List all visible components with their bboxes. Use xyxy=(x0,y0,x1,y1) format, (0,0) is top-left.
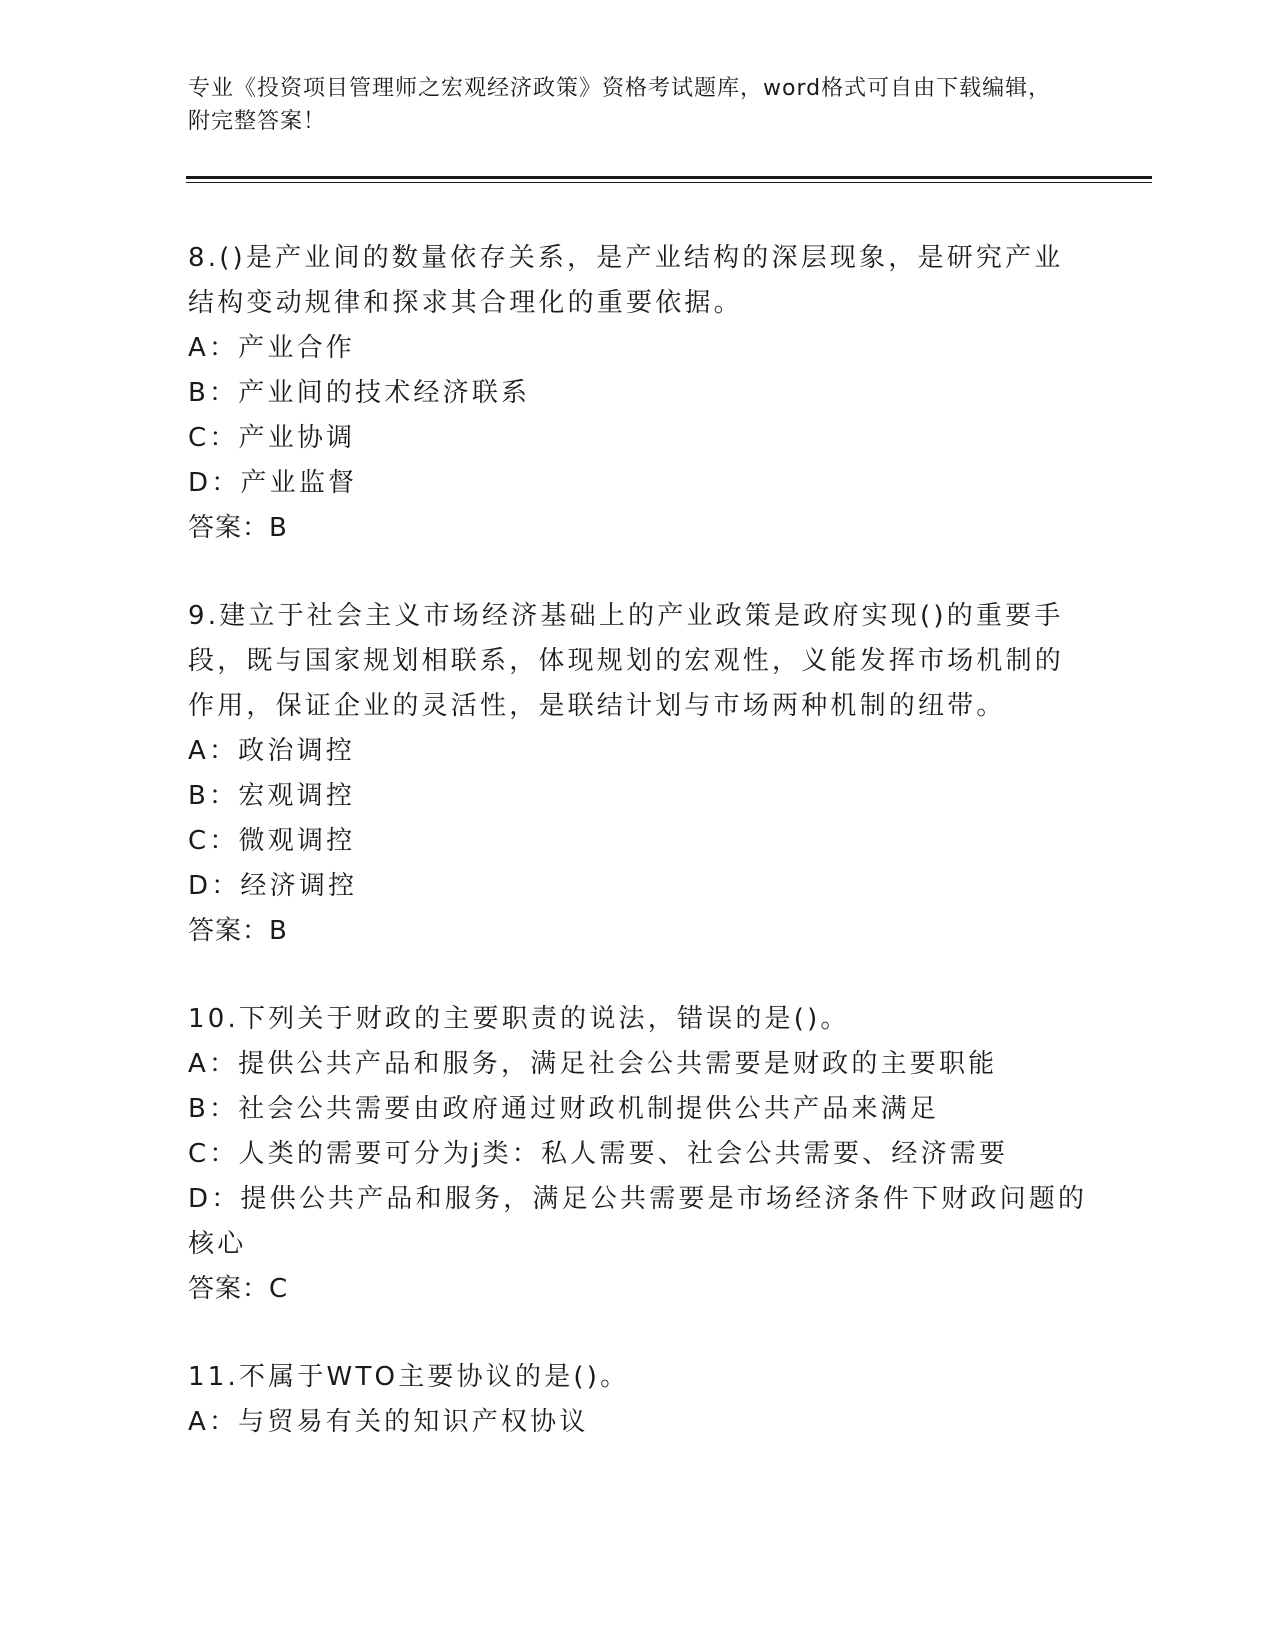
answer-line: 答案：C xyxy=(188,1274,289,1304)
header-divider-thick xyxy=(186,176,1152,179)
option-a: A：政治调控 xyxy=(188,736,355,766)
question-9 xyxy=(188,594,1088,954)
option-b: B：宏观调控 xyxy=(188,781,356,811)
header-divider-thin xyxy=(186,182,1152,183)
document-header: 专业《投资项目管理师之宏观经济政策》资格考试题库，word格式可自由下载编辑，附完整答案！ xyxy=(188,76,1052,134)
answer-line: 答案：B xyxy=(188,513,288,543)
question-text: 11.不属于WTO主要协议的是()。 xyxy=(188,1362,630,1392)
answer-line: 答案：B xyxy=(188,916,288,946)
question-text: 8.()是产业间的数量依存关系，是产业结构的深层现象，是研究产业结构变动规律和探求其合理化的重要依据。 xyxy=(188,243,1064,318)
option-a: A：与贸易有关的知识产权协议 xyxy=(188,1407,589,1437)
question-8 xyxy=(188,236,1088,551)
option-a: A：产业合作 xyxy=(188,333,355,363)
option-c: C：微观调控 xyxy=(188,826,356,856)
option-d: D：提供公共产品和服务，满足公共需要是市场经济条件下财政问题的核心 xyxy=(188,1184,1088,1259)
question-10 xyxy=(188,997,1088,1312)
option-c: C：产业协调 xyxy=(188,423,356,453)
question-text: 9.建立于社会主义市场经济基础上的产业政策是政府实现()的重要手段，既与国家规划相联系，体现规划的宏观性，义能发挥市场机制的作用，保证企业的灵活性，是联结计划与市场两种机制的纽带。 xyxy=(188,601,1065,721)
option-d: D：产业监督 xyxy=(188,468,358,498)
option-b: B：社会公共需要由政府通过财政机制提供公共产品来满足 xyxy=(188,1094,940,1124)
question-11 xyxy=(188,1355,1088,1445)
option-d: D：经济调控 xyxy=(188,871,358,901)
question-text: 10.下列关于财政的主要职责的说法，错误的是()。 xyxy=(188,1004,850,1034)
option-b: B：产业间的技术经济联系 xyxy=(188,378,531,408)
option-a: A：提供公共产品和服务，满足社会公共需要是财政的主要职能 xyxy=(188,1049,998,1079)
question-list xyxy=(188,236,1088,1488)
option-c: C：人类的需要可分为j类：私人需要、社会公共需要、经济需要 xyxy=(188,1139,1009,1169)
